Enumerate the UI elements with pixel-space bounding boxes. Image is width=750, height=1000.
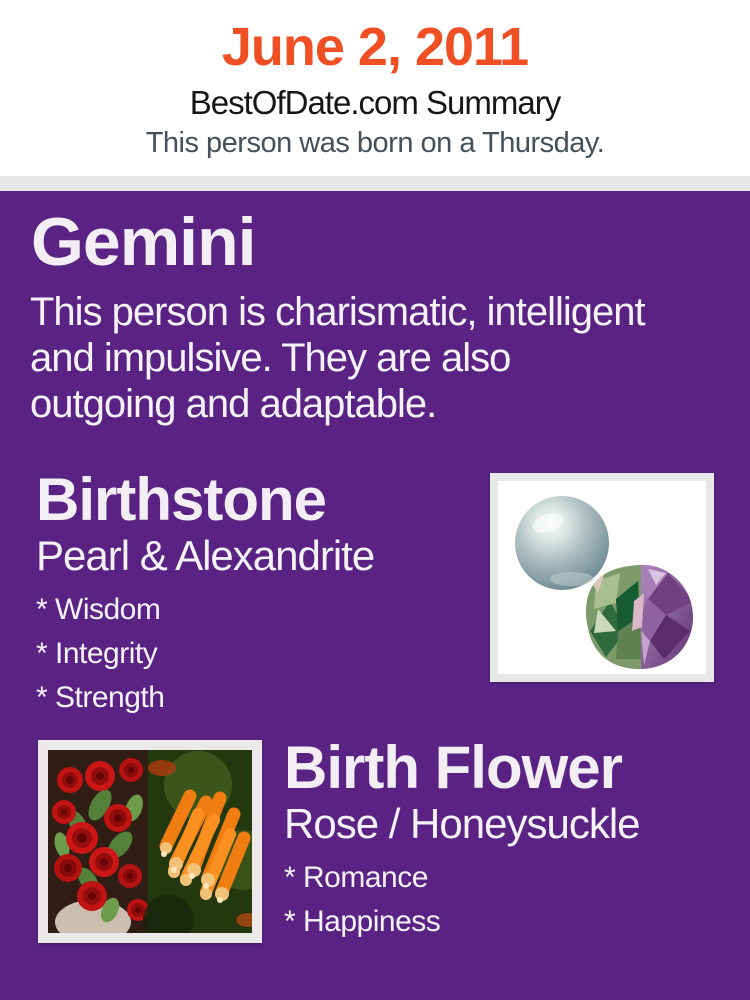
birthstone-trait: * Integrity: [36, 637, 158, 670]
honeysuckle-photo: [143, 750, 252, 933]
birth-flower-block: [284, 734, 734, 938]
birthstone-names: Pearl & Alexandrite: [36, 532, 375, 579]
birth-flower-heading: Birth Flower: [284, 734, 623, 801]
site-summary-subtitle: BestOfDate.com Summary: [189, 84, 561, 121]
birth-flower-trait: * Happiness: [284, 905, 441, 938]
birthstone-trait: * Wisdom: [36, 593, 161, 626]
roses-photo: [48, 750, 149, 933]
pearl-and-alexandrite-graphic: [498, 481, 706, 674]
header: [0, 0, 750, 176]
birthstone-heading: Birthstone: [36, 466, 326, 533]
birth-day-note: This person was born on a Thursday.: [145, 127, 605, 159]
date-title: June 2, 2011: [221, 17, 529, 77]
details-section: [0, 191, 750, 1000]
alexandrite-graphic: [583, 559, 697, 673]
pearl-graphic: [515, 496, 609, 590]
birthstone-trait: * Strength: [36, 681, 165, 714]
birth-flower-trait: * Romance: [284, 861, 428, 894]
header-divider: [0, 176, 750, 191]
roses-and-honeysuckle-graphic: [48, 750, 252, 933]
birth-flower-photo: [38, 740, 262, 943]
birthstone-photo: [490, 473, 714, 682]
zodiac-description: This person is charismatic, intelligent and impulsive. They are also outgoing and adaptable.: [30, 290, 645, 426]
birth-flower-names: Rose / Honeysuckle: [284, 800, 640, 847]
birthstone-block: [36, 466, 481, 714]
zodiac-sign-heading: Gemini: [31, 204, 256, 280]
